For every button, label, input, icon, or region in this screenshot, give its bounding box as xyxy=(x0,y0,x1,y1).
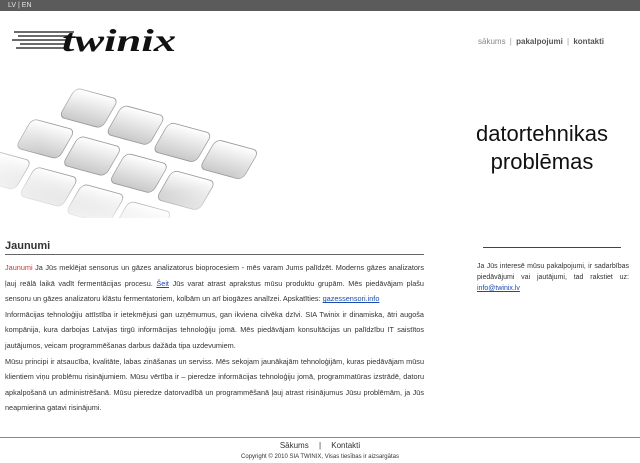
news-content xyxy=(5,260,424,416)
sidebar-text: Ja Jūs interesē mūsu pakalpojumi, ir sadarbības piedāvājumi vai jautājumi, tad rakstiet uz: xyxy=(477,263,629,281)
lang-en-link[interactable]: EN xyxy=(21,2,32,9)
contact-sidebar xyxy=(477,261,629,294)
news-paragraph-1-text: Ja Jūs meklējat sensorus un gāzes analizatorus bioprocesiem - mēs varam Jums palīdzēt. Moderns gāzes analizators ļauj reālā laikā vadīt fermentācijas procesu. xyxy=(5,263,424,288)
tagline-line-1: datortehnikas xyxy=(475,121,609,146)
nav-sakums[interactable]: sākums xyxy=(478,37,506,46)
nav-separator: | xyxy=(509,37,512,46)
main-nav xyxy=(478,37,604,47)
nav-kontakti[interactable]: kontakti xyxy=(573,37,605,46)
copyright: Copyright © 2010 SIA TWINIX, Visas tiesības ir aizsargātas xyxy=(241,454,399,460)
sidebar-divider xyxy=(483,247,621,248)
footer-kontakti-link[interactable]: Kontakti xyxy=(331,441,361,450)
gazessensori-link[interactable]: gazessensori.info xyxy=(322,294,380,304)
tagline-line-2: problēmas xyxy=(490,149,594,174)
news-heading: Jaunumi xyxy=(5,240,51,252)
lang-lv-link[interactable]: LV xyxy=(8,2,17,9)
logo-text: twinix xyxy=(62,22,176,58)
twinix-logo[interactable] xyxy=(12,22,182,58)
news-paragraph-3: Mūsu principi ir atsaucība, kvalitāte, labas zināšanas un serviss. Mēs sekojam jaunākajām tehnoloģijām, kuras piedāvājam mūsu klientiem viņu problēmu risinājumiem. Mūsu vērtība ir – pieredze informācijas tehnoloģiju jomā, programmatūras izstrādē, datoru apkalpošanā un administrēšanā. Mūsu pieredze datorvadībā un programmēšanā ļauj atrast risinājumus Jūsu problēmām, ja Jūs neapmierina gatavi risinājumi. xyxy=(5,356,424,413)
seit-link[interactable]: Šeit xyxy=(156,278,169,288)
nav-separator: | xyxy=(567,37,570,46)
email-link[interactable]: info@twinix.lv xyxy=(477,285,520,292)
news-paragraph-1 xyxy=(5,260,424,307)
nav-pakalpojumi[interactable]: pakalpojumi xyxy=(516,37,563,46)
news-highlight: Jaunumi xyxy=(5,263,33,272)
tagline xyxy=(462,120,622,176)
footer-divider xyxy=(0,437,640,438)
top-bar xyxy=(0,0,640,11)
footer-separator: | xyxy=(318,441,322,450)
news-paragraph-2: Informācijas tehnoloģiju attīstība ir ietekmējusi gan uzņēmumus, gan ikviena cilvēka dzīvi. SIA Twinix ir dinamiska, ātri augoša kompānija, kura darbojas Latvijas tirgū informācijas tehnoloģiju jomā. Mēs piedāvājam konsultācijas un palīdzību IT saistītos jautājumos, veicam programmēšanas darbus dažāda tipa uzdevumiem. xyxy=(5,309,424,350)
lang-separator: | xyxy=(18,2,20,9)
footer-sakums-link[interactable]: Sākums xyxy=(279,441,309,450)
language-switcher xyxy=(8,1,32,10)
news-paragraph-1-text-2: Jūs varat atrast aprakstus mūsu produktu grupām. Mēs piedāvājam plašu sensoru un gāzes analizatoru klāstu fermentatoriem, kolbām un arī biogāzes analīzei. Apskatīties: xyxy=(5,278,424,304)
news-divider xyxy=(5,254,424,255)
keyboard-keys-image xyxy=(0,68,330,218)
footer-nav xyxy=(0,441,640,450)
